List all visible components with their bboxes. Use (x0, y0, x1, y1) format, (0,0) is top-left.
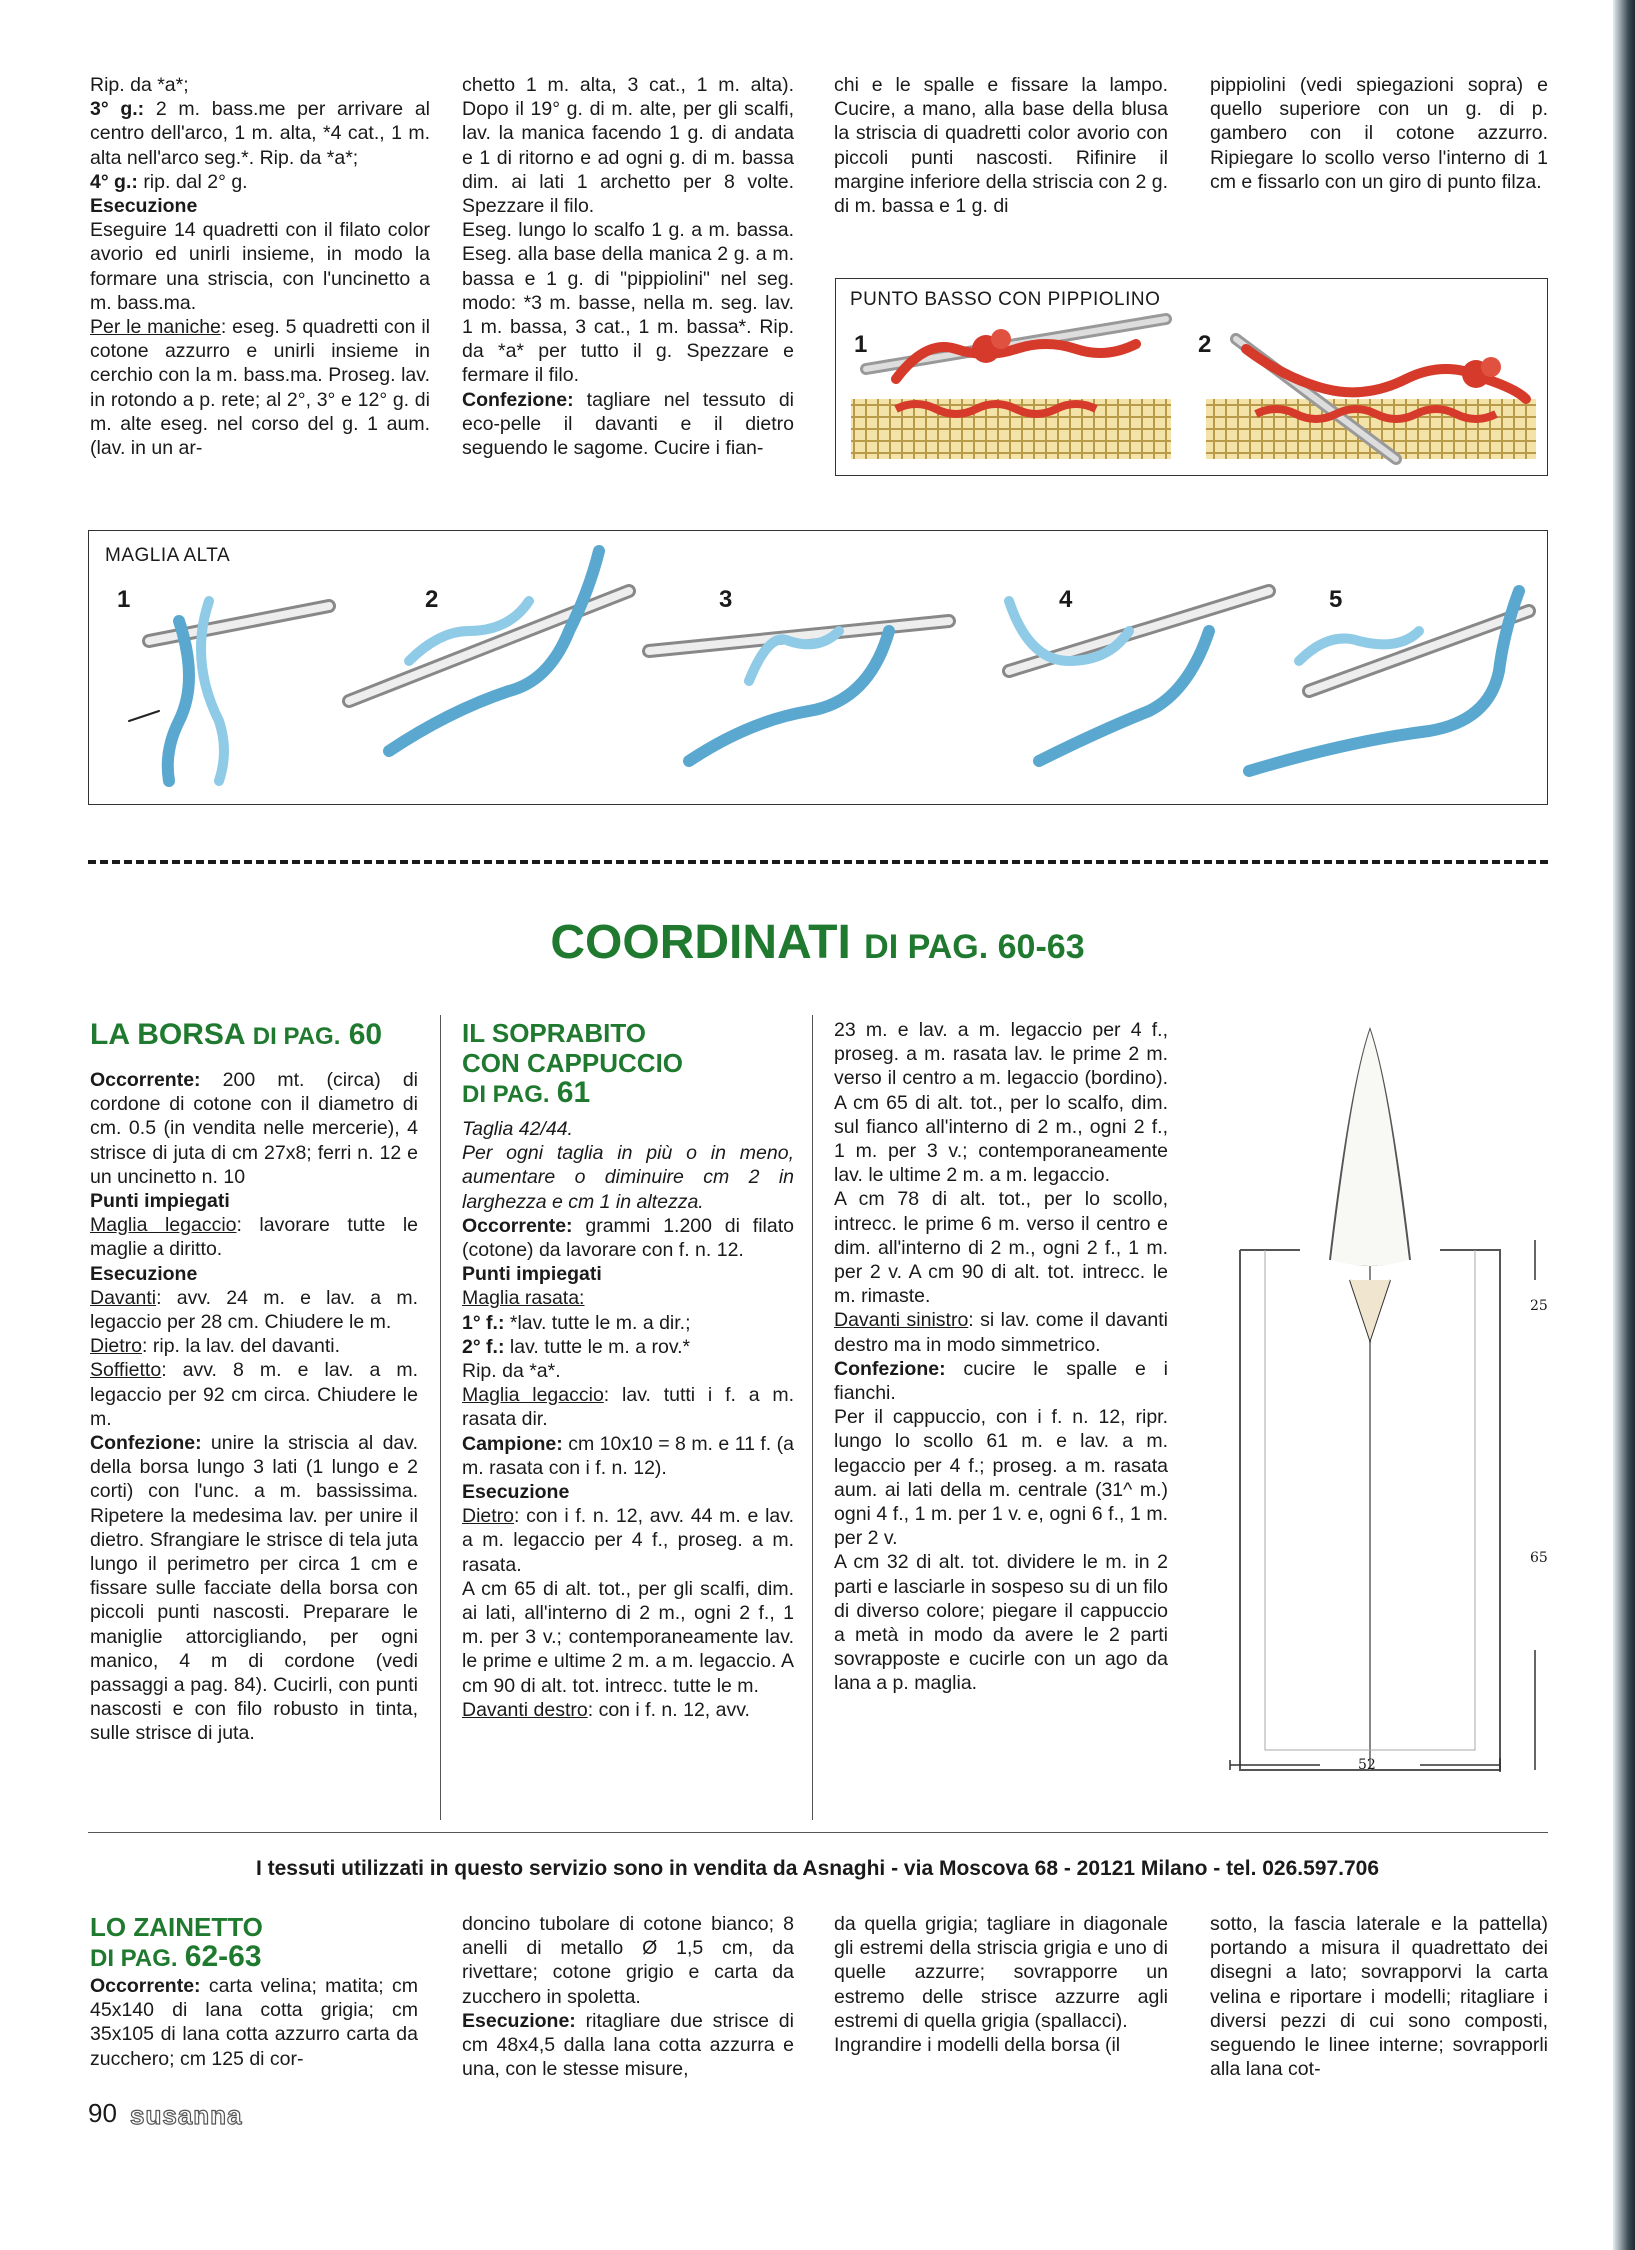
text-para: A cm 78 di alt. tot., per lo scollo, intrecc. le prime 6 m. verso il centro e dim. all'interno di 2 m., ogni 2 f., 1 m. per 2 v. A cm 90 di alt. tot. intrecc. le m. rimaste. (834, 1188, 1168, 1308)
step-number: 3 (719, 586, 733, 613)
soprabito-schema (1200, 1010, 1580, 1790)
zainetto-title-1: LO ZAINETTO (90, 1912, 263, 1942)
footer-rule (88, 1832, 1548, 1833)
step-number: 2 (1198, 331, 1212, 358)
text-para: Per ogni taglia in più o in meno, aumentare o diminuire cm 2 in larghezza e cm 1 in altezza. (462, 1142, 794, 1213)
text-para: Per il cappuccio, con i f. n. 12, ripr. lungo lo scollo 61 m. e lav. a m. legaccio per 4 f.; proseg. a m. rasata aum. ai lati della m. centrale (31^ m.) ogni 4 f., 1 m. per 1 v. e, ogni 6 f., 1 m. per 2 v. (834, 1406, 1168, 1550)
column-rule (440, 1015, 441, 1820)
heading-punti: Punti impiegati (462, 1263, 602, 1286)
zainetto-column-1 (90, 1974, 418, 2071)
text-para (90, 97, 430, 170)
label-maniche: Per le maniche (90, 316, 221, 339)
text-para: 23 m. e lav. a m. legaccio per 4 f., proseg. a m. rasata lav. le prime 2 m. verso il centro a m. legaccio (bordino). A cm 65 di alt. tot., per lo scalfo, dim. sul fianco all'interno di 2 m., ogni 2 f., 1 m. per 3 v.; contemporaneamente lav. le ultime 2 m. a m. legaccio. (834, 1019, 1168, 1187)
label-confezione: Confezione: (462, 388, 574, 411)
text-para: Davanti: avv. 24 m. e lav. a m. legaccio per 28 cm. Chiudere le m. (90, 1286, 418, 1334)
text-para: A cm 65 di alt. tot., per gli scalfi, dim. ai lati, all'interno di 2 m., ogni 2 f., 1 m. per 3 v.; contemporaneamente lav. le prime e ultime 2 m. a m. legaccio. A cm 90 di alt. tot. intrecc. tutte le m. (462, 1577, 794, 1697)
diagram-maglia-alta (88, 530, 1548, 805)
text-para: Eseguire 14 quadretti con il filato color avorio ed unirli insieme, in modo la formare una striscia, con l'uncinetto a m. bass.ma. (90, 219, 430, 314)
heading-esecuzione: Esecuzione (90, 195, 198, 218)
text-para: Per le maniche: eseg. 5 quadretti con il cotone azzurro e unirli insieme in cerchio con la m. bass.ma. Proseg. lav. in rotondo a p. rete; al 2°, 3° e 12° g. di m. alte eseg. nel corso del g. 1 aum. (lav. in un ar- (90, 316, 430, 460)
soprabito-title-2: CON CAPPUCCIO (462, 1048, 684, 1078)
label-legaccio: Maglia legaccio (90, 1214, 237, 1237)
label-4g: 4° g.: (90, 170, 138, 193)
label-2f: 2° f.: (462, 1335, 505, 1358)
top-column-1 (90, 73, 430, 460)
text-para: Eseg. lungo lo scalfo 1 g. a m. bassa. Eseg. alla base della manica 2 g. a m. bassa e 1 g. di "pippiolini" nel seg. modo: *3 m. basse, nella m. seg. lav. 1 m. bassa, 3 cat., 1 m. bassa*. Rip. da *a* per tutto il g. Spezzare e fermare il filo. (462, 219, 794, 387)
label-1f: 1° f.: (462, 1311, 505, 1334)
label-3g: 3° g.: (90, 98, 145, 121)
text-para: Confezione: unire la striscia al dav. della borsa lungo 3 lati (1 lungo e 2 corti) con l'unc. a m. bassissima. Ripetere la medesima lav. per unire il dietro. Sfrangiare le strisce di tela juta lungo il perimetro per circa 1 cm e fissare sulle facciate della borsa con piccoli punti nascosti. Preparare le maniglie attorcigliando, per ogni manico, 4 m di cordone (vedi passaggi a pag. 84). Cucirli, con punti nascosti e con filo robusto in tinta, sulle strisce di juta. (90, 1432, 418, 1745)
text-para: da quella grigia; tagliare in diagonale gli estremi della striscia grigia e uno di quelle azzurre; sovrapporre un estremo delle strisce azzurre agli estremi di quella grigia (spallacci). (834, 1913, 1168, 2032)
soprabito-column-1 (462, 1117, 794, 1722)
diagram-label: PUNTO BASSO CON PIPPIOLINO (850, 289, 1161, 310)
text-4g: rip. dal 2° g. (143, 170, 248, 193)
borsa-title-b: DI PAG. (252, 1023, 341, 1050)
label-dietro: Dietro (90, 1335, 143, 1358)
text-para: Ingrandire i modelli della borsa (il (834, 2034, 1121, 2057)
main-title-a: COORDINATI (550, 916, 851, 969)
text-para: A cm 32 di alt. tot. dividere le m. in 2 parti e lasciarle in sospeso su di un filo di diverso colore; piegare il cappuccio a metà in modo da avere le 2 parti sovrapposte e cucirle con un ago da lana a p. maglia. (834, 1551, 1168, 1695)
heading-esecuzione: Esecuzione (462, 1481, 570, 1504)
text-para: Dietro: rip. la lav. del davanti. (90, 1335, 341, 1358)
dim-52: 52 (1358, 1757, 1376, 1773)
text-para: chetto 1 m. alta, 3 cat., 1 m. alta). Dopo il 19° g. di m. alte, per gli scalfi, lav. la manica facendo 1 g. di andata e 1 di ritorno e ad ogni g. di m. bassa dim. ai lati 1 archetto per 8 volte. Spezzare il filo. (462, 74, 794, 218)
soprabito-title (462, 1018, 683, 1110)
soprabito-title-3a: DI PAG. (462, 1081, 550, 1108)
zainetto-title-2b: 62-63 (184, 1940, 262, 1973)
step-number: 1 (117, 586, 131, 613)
fabric-supplier-note: I tessuti utilizzati in questo servizio sono in vendita da Asnaghi - via Moscova 68 - 20121 Milano - tel. 026.597.706 (255, 1857, 1380, 1880)
text-para: Rip. da *a*. (462, 1360, 561, 1383)
column-rule (812, 1015, 813, 1820)
label-esecuzione: Esecuzione: (462, 2009, 576, 2032)
zainetto-title-2a: DI PAG. (90, 1945, 178, 1972)
dim-25: 25 (1530, 1298, 1548, 1314)
label-occorrente: Occorrente: (90, 1069, 201, 1091)
label-davanti: Davanti (90, 1286, 157, 1309)
diagram-label: MAGLIA ALTA (105, 545, 231, 566)
text-para: Confezione: cucire le spalle e i fianchi. (834, 1357, 1168, 1405)
text-3g: 2 m. bass.me per arrivare al centro dell'arco, 1 m. alta, *4 cat., 1 m. alta nell'arco seg.*. Rip. da *a*; (90, 98, 430, 169)
section-main-title (0, 915, 1635, 970)
borsa-title (90, 1018, 382, 1053)
soprabito-title-1: IL SOPRABITO (462, 1018, 646, 1048)
text-para: Taglia 42/44. (462, 1118, 573, 1140)
main-title-b: DI PAG. 60-63 (864, 928, 1085, 966)
zainetto-title (90, 1912, 263, 1974)
text-para (90, 170, 430, 194)
text-para: 2° f.: lav. tutte le m. a rov.* (462, 1335, 691, 1358)
borsa-title-c: 60 (348, 1018, 383, 1051)
step-number: 1 (854, 331, 868, 358)
text-para: Davanti sinistro: si lav. come il davanti destro ma in modo simmetrico. (834, 1309, 1168, 1356)
diagram-punto-basso (835, 278, 1548, 476)
text-para: Maglia legaccio: lavorare tutte le maglie a diritto. (90, 1214, 418, 1261)
dim-65: 65 (1530, 1550, 1548, 1566)
zainetto-column-4 (1210, 1912, 1548, 2081)
text-para: Davanti destro: con i f. n. 12, avv. (462, 1698, 750, 1721)
step-number: 5 (1329, 586, 1343, 613)
label-soffietto: Soffietto (90, 1359, 162, 1382)
label-davanti-destro: Davanti destro (462, 1698, 588, 1721)
text-para: Esecuzione: ritagliare due strisce di cm 48x4,5 dalla lana cotta azzurra e una, con le stesse misure, (462, 2009, 794, 2081)
label-rasata: Maglia rasata: (462, 1287, 585, 1310)
text-para: Dietro: con i f. n. 12, avv. 44 m. e lav. a m. legaccio per 4 f., proseg. a m. rasata. (462, 1505, 794, 1576)
text-para: Occorrente: 200 mt. (circa) di cordone di cotone con il diametro di cm. 0.5 (in vendita nelle mercerie), 4 strisce di juta di cm 27x8; ferri n. 12 e un uncinetto n. 10 (90, 1069, 418, 1188)
step-number: 2 (425, 586, 439, 613)
page-number: 90 (88, 2098, 117, 2128)
page-edge-shadow (1613, 0, 1635, 2250)
text-para: 1° f.: *lav. tutte le m. a dir.; (462, 1311, 691, 1334)
borsa-column (90, 1068, 418, 1746)
label-campione: Campione: (462, 1432, 563, 1455)
maglia-alta-illustration (89, 531, 1545, 801)
label-occorrente: Occorrente: (462, 1214, 573, 1237)
magazine-brand: susanna (130, 2100, 243, 2130)
text-para: Occorrente: carta velina; matita; cm 45x140 di lana cotta grigia; cm 35x105 di lana cotta azzurro carta da zucchero; cm 125 di cor- (90, 1975, 418, 2070)
text-para: chi e le spalle e fissare la lampo. Cucire, a mano, alla base della blusa la striscia di quadretti color avorio con piccoli punti nascosti. Rifinire il margine inferiore della striscia con 2 g. di m. bassa e 1 g. di (834, 74, 1168, 218)
heading-punti: Punti impiegati (90, 1190, 230, 1213)
text-para: sotto, la fascia laterale e la pattella) portando a misura il quadrettato dei disegni a lato; sovrapporvi la carta velina e riportare i modelli; ritagliare i diversi pezzi di cui sono composti, seguendo le linee interne; sovrapporli alla lana cot- (1210, 1913, 1548, 2081)
soprabito-column-2 (834, 1018, 1168, 1696)
text-para: Maglia legaccio: lav. tutti i f. a m. rasata dir. (462, 1384, 794, 1431)
zainetto-column-3 (834, 1912, 1168, 2057)
borsa-title-a: LA BORSA (90, 1018, 245, 1051)
heading-esecuzione: Esecuzione (90, 1262, 198, 1285)
label-confezione: Confezione: (834, 1357, 946, 1380)
text-para: Confezione: tagliare nel tessuto di eco-pelle il davanti e il dietro seguendo le sagome. Cucire i fian- (462, 388, 794, 460)
text-line: Rip. da *a*; (90, 74, 189, 96)
top-column-2 (462, 73, 794, 460)
soprabito-title-3b: 61 (556, 1076, 591, 1109)
label-occorrente: Occorrente: (90, 1975, 201, 1997)
punto-basso-illustration (836, 279, 1546, 474)
text-para: Campione: cm 10x10 = 8 m. e 11 f. (a m. rasata con i f. n. 12). (462, 1432, 794, 1479)
step-number: 4 (1059, 586, 1073, 613)
section-divider-dashed (88, 860, 1548, 864)
label-dietro: Dietro (462, 1505, 515, 1528)
top-column-3 (834, 73, 1168, 218)
text-para: doncino tubolare di cotone bianco; 8 anelli di metallo Ø 1,5 cm, da rivettare; cotone grigio e carta da zucchero in spoletta. (462, 1913, 794, 2008)
top-column-4 (1210, 73, 1548, 194)
label-legaccio: Maglia legaccio (462, 1384, 604, 1407)
zainetto-column-2 (462, 1912, 794, 2081)
text-para: pippiolini (vedi spiegazioni sopra) e quello superiore con un g. di p. gambero con il cotone azzurro. Ripiegare lo scollo verso l'interno di 1 cm e fissarlo con un giro di punto filza. (1210, 74, 1548, 193)
label-confezione: Confezione: (90, 1432, 202, 1455)
text-para: Soffietto: avv. 8 m. e lav. a m. legaccio per 92 cm circa. Chiudere le m. (90, 1359, 418, 1430)
label-davanti-sinistro: Davanti sinistro (834, 1309, 969, 1332)
text-para: Occorrente: grammi 1.200 di filato (cotone) da lavorare con f. n. 12. (462, 1214, 794, 1262)
